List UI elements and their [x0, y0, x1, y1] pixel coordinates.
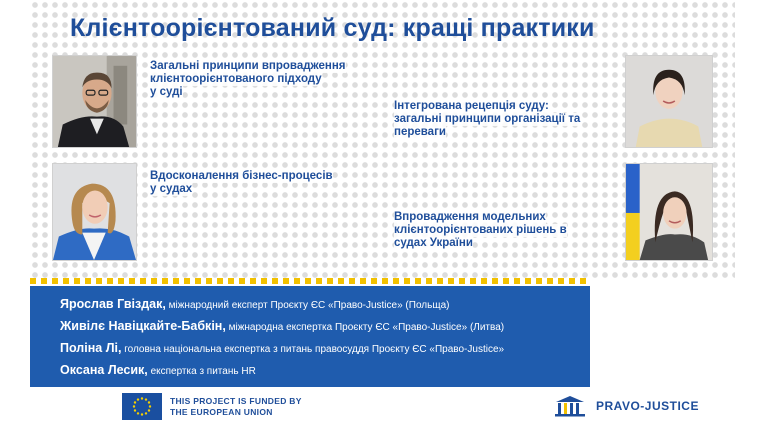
topic-3-caption: Вдосконалення бізнес-процесів у судах	[150, 170, 333, 195]
slide-title: Клієнтоорієнтований суд: кращі практики	[70, 14, 595, 42]
speaker-photo-3	[52, 163, 137, 261]
eu-flag-icon	[122, 393, 162, 420]
speaker-row	[60, 294, 590, 316]
speaker-role: міжнародний експерт Проєкту ЄС «Право-Justice» (Польща)	[168, 300, 450, 311]
speaker-row	[60, 360, 590, 382]
speaker-role: головна національна експертка з питань правосуддя Проєкту ЄС «Право-Justice»	[124, 344, 505, 355]
speakers-panel	[30, 286, 590, 387]
funded-text: THIS PROJECT IS FUNDED BY THE EUROPEAN UNION	[170, 395, 302, 417]
dashed-divider	[30, 278, 590, 284]
brand-name: PRAVO-JUSTICE	[596, 399, 699, 413]
speaker-photo-1	[52, 55, 137, 148]
pravo-justice-brand	[552, 394, 699, 418]
topic-1-caption: Загальні принципи впровадження клієнтоорієнтованого підходу у суді	[150, 60, 346, 98]
speaker-photo-2	[625, 55, 713, 148]
speaker-role: експертка з питань HR	[150, 366, 256, 377]
pravo-justice-logo-icon	[552, 394, 588, 418]
topic-2-caption: Інтегрована рецепція суду: загальні принципи організації та переваги	[394, 100, 581, 138]
speaker-row	[60, 316, 590, 338]
speaker-row	[60, 338, 590, 360]
topic-4-caption: Впровадження модельних клієнтоорієнтованих рішень в судах України	[394, 211, 567, 249]
eu-funding-note	[122, 393, 302, 420]
speaker-name: Поліна Лі,	[60, 341, 122, 355]
speaker-photo-4	[625, 163, 713, 261]
speaker-name: Оксана Лесик,	[60, 363, 148, 377]
slide	[30, 0, 735, 431]
speaker-name: Ярослав Гвіздак,	[60, 297, 166, 311]
speaker-name: Живілє Навіцкайте-Бабкін,	[60, 319, 226, 333]
speaker-role: міжнародна експертка Проєкту ЄС «Право-Justice» (Литва)	[228, 322, 505, 333]
